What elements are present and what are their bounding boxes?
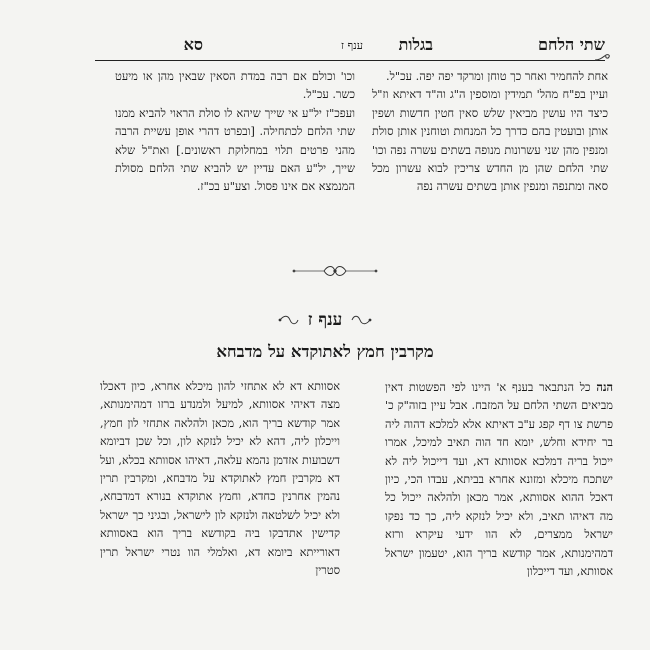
bottom-right-column bbox=[385, 378, 613, 581]
paragraph: אסוותא דא לא אתחזי להון מיכלא אחרא, כיון דאכלו מצה דאיהי אסוותא, למיעל ולמנדע ברזו דמהימנותא, אמר קודשא בריך הוא, מכאן ולהלאה אתחזי לון חמץ, וייכלון ליה, דהא לא יכיל לנזקא לון, וכל שכן דביומא דשבועות אזדמן נהמא עלאה, דאיהו אסוותא בכלא, ועל דא מקרבין חמץ לאתוקדא על מדבחא, ומקרבין תרין נהמין אחרנין כחדא, וחמץ אתוקדא בנורא דמדבחא, ולא יכיל לשלטאה ולנזקא לון לישראל, ובגיני כך ישראל קדישין אתדבקו ביה בקודשא בריך הוא באסוותא דאורייתא ביומא דא, ואלמלי הוו נטרי ישראל תרין סטרין bbox=[100, 380, 340, 578]
right-ornament-icon bbox=[350, 314, 372, 326]
paragraph-text: כל הנתבאר בענף א' היינו לפי הפשטות דאין מביאים השתי הלחם על המזבח. אבל עיין בזוה"ק כ' פרשת צו דף קפג ע"ב דאיתא אלא למלכא דהוה ליה בר יחידא וחלש, יומא חד הוה תאיב למיכל, אמרו ייכול בריה דמלכא אסוותא דא, ועד דייכול ליה לא ישתכח מיכלא ומזונא אחרא בביתא, עבדו הכי, כיון דאכל ההוא אסוותא, אמר מכאן ולהלאה ייכול כל מה דאיהו תאיב, ולא יכיל לנזקא ליה, כך כד נפקו ישראל ממצרים, לא הוו ידעי עיקרא ורזא דמהימנותא, אמר קודשא בריך הוא, יטעמון ישראל אסוותא, ועד דייכלון bbox=[385, 381, 613, 579]
header-rule bbox=[95, 60, 605, 61]
page-number: סא bbox=[183, 35, 203, 54]
running-head-section: בגלות bbox=[398, 35, 433, 54]
running-head-chapter: ענף ז bbox=[340, 39, 363, 52]
bottom-left-column bbox=[100, 378, 340, 580]
header-flourish-ornament bbox=[595, 54, 611, 66]
top-right-column bbox=[372, 68, 608, 197]
running-head-title: שתי הלחם bbox=[538, 35, 605, 54]
left-ornament-icon bbox=[278, 314, 300, 326]
chapter-title: מקרבין חמץ לאתוקדא על מדבחא bbox=[216, 342, 434, 361]
paragraph bbox=[385, 378, 613, 581]
chapter-label: ענף ז bbox=[307, 310, 343, 330]
paragraph: אחת להחמיר ואחר כך טוחן ומרקד יפה יפה. עכ"ל. bbox=[386, 70, 608, 83]
paragraph: וכו' וכולם אם רבה במדת הסאין שבאין מהן או מיעט כשר. עכ"ל. bbox=[115, 70, 355, 102]
chapter-heading bbox=[0, 310, 650, 340]
paragraph: ועפכ"ז יל"ע אי שייך שיהא לו סולת הראוי להביא ממנו שתי הלחם לכתחילה. [ובפרט דהרי אופן עשיית הרבה מהני פרטים תלוי במחלוקת ראשונים.] ואת"ל שלא שייך, יל"ע האם עדיין יש להביא שתי הלחם מסולת המנמצא אם אינו פסול. וצע"ע בכ"ז. bbox=[115, 106, 355, 194]
lead-word: הנה bbox=[596, 380, 613, 394]
top-left-column bbox=[115, 68, 355, 197]
paragraph: ועיין בפ"ח מהל' תמידין ומוספין ה"ג וה"ד דאיתא וז"ל כיצד היו עושין מביאין שלש סאין חטין חדשות ושפין אותן ובועטין בהם כדרך כל המנחות וטוחנין אותן סולת ומנפין מהן שני עשרונות מנופה בשתים עשרה נפה וכו' שתי הלחם שהן מן החדש צריכין לבוא עשרון מכל סאה ומתנפה ומנפין אותן בשתים עשרה נפה bbox=[372, 88, 608, 194]
section-divider-ornament bbox=[290, 262, 380, 280]
running-head bbox=[95, 30, 605, 60]
